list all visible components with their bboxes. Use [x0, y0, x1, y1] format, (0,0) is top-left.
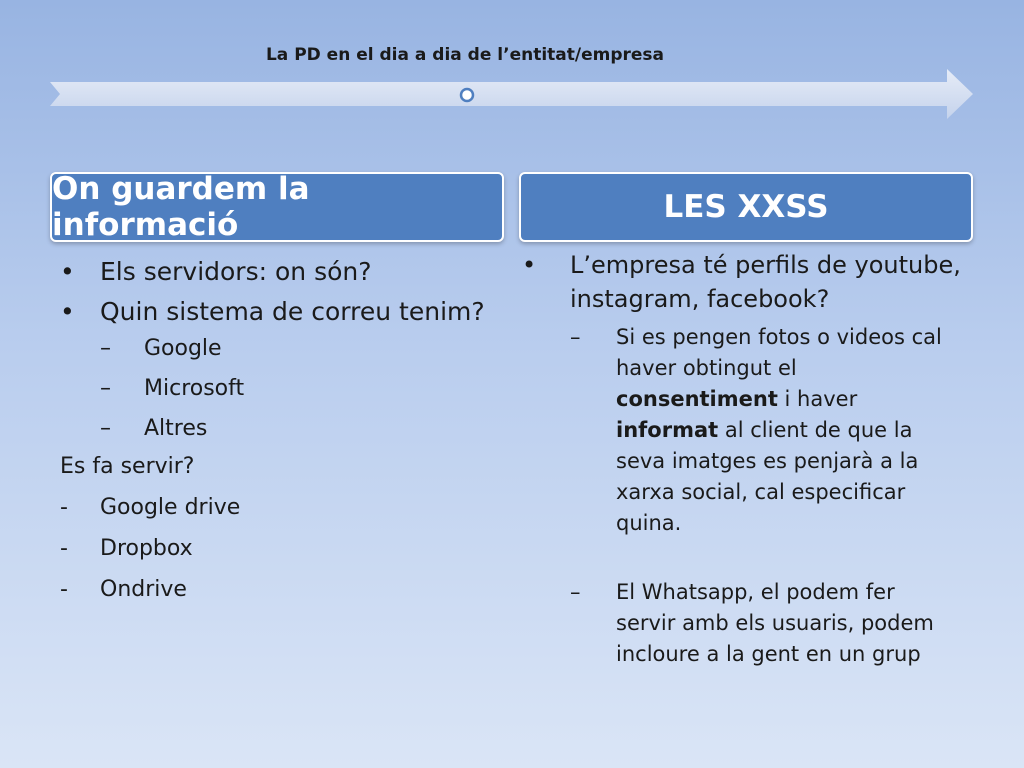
dash-marker: –	[570, 325, 581, 349]
dash-marker: –	[100, 416, 111, 441]
dash-marker: –	[100, 336, 111, 361]
header-left: On guardem la informació	[50, 172, 504, 242]
timeline-title: La PD en el dia a dia de l’entitat/empresa	[265, 45, 665, 65]
list-item: – Altres	[60, 414, 505, 444]
hyphen-marker: -	[60, 536, 68, 561]
header-right: LES XXSS	[519, 172, 973, 242]
bullet-marker: •	[522, 251, 537, 279]
dash-marker: –	[570, 580, 581, 604]
bullet-marker: •	[60, 257, 75, 286]
dash-marker: –	[100, 376, 111, 401]
list-item: • Quin sistema de correu tenim?	[60, 294, 505, 330]
list-item: - Ondrive	[60, 575, 505, 605]
right-column	[522, 248, 982, 670]
hyphen-marker: -	[60, 495, 68, 520]
list-item: – Microsoft	[60, 374, 505, 404]
plain-text: Es fa servir?	[60, 454, 195, 479]
hyphen-marker: -	[60, 577, 68, 602]
timeline-node	[461, 89, 473, 101]
left-column	[60, 250, 505, 605]
list-item: • Els servidors: on són?	[60, 254, 505, 290]
list-item: - Google drive	[60, 493, 505, 523]
list-item: - Dropbox	[60, 534, 505, 564]
list-item: – Si es pengen fotos o videos cal haver obtingut el consentiment i haver informat al client de que la seva imatges es penjarà a la xarxa social, cal especificar quina.	[522, 322, 982, 539]
list-item: – El Whatsapp, el podem fer servir amb els usuaris, podem incloure a la gent en un grup	[522, 577, 982, 670]
timeline-arrow	[50, 68, 975, 120]
bullet-marker: •	[60, 297, 75, 326]
list-item: – Google	[60, 334, 505, 364]
list-item: • L’empresa té perfils de youtube, instagram, facebook?	[522, 248, 982, 316]
